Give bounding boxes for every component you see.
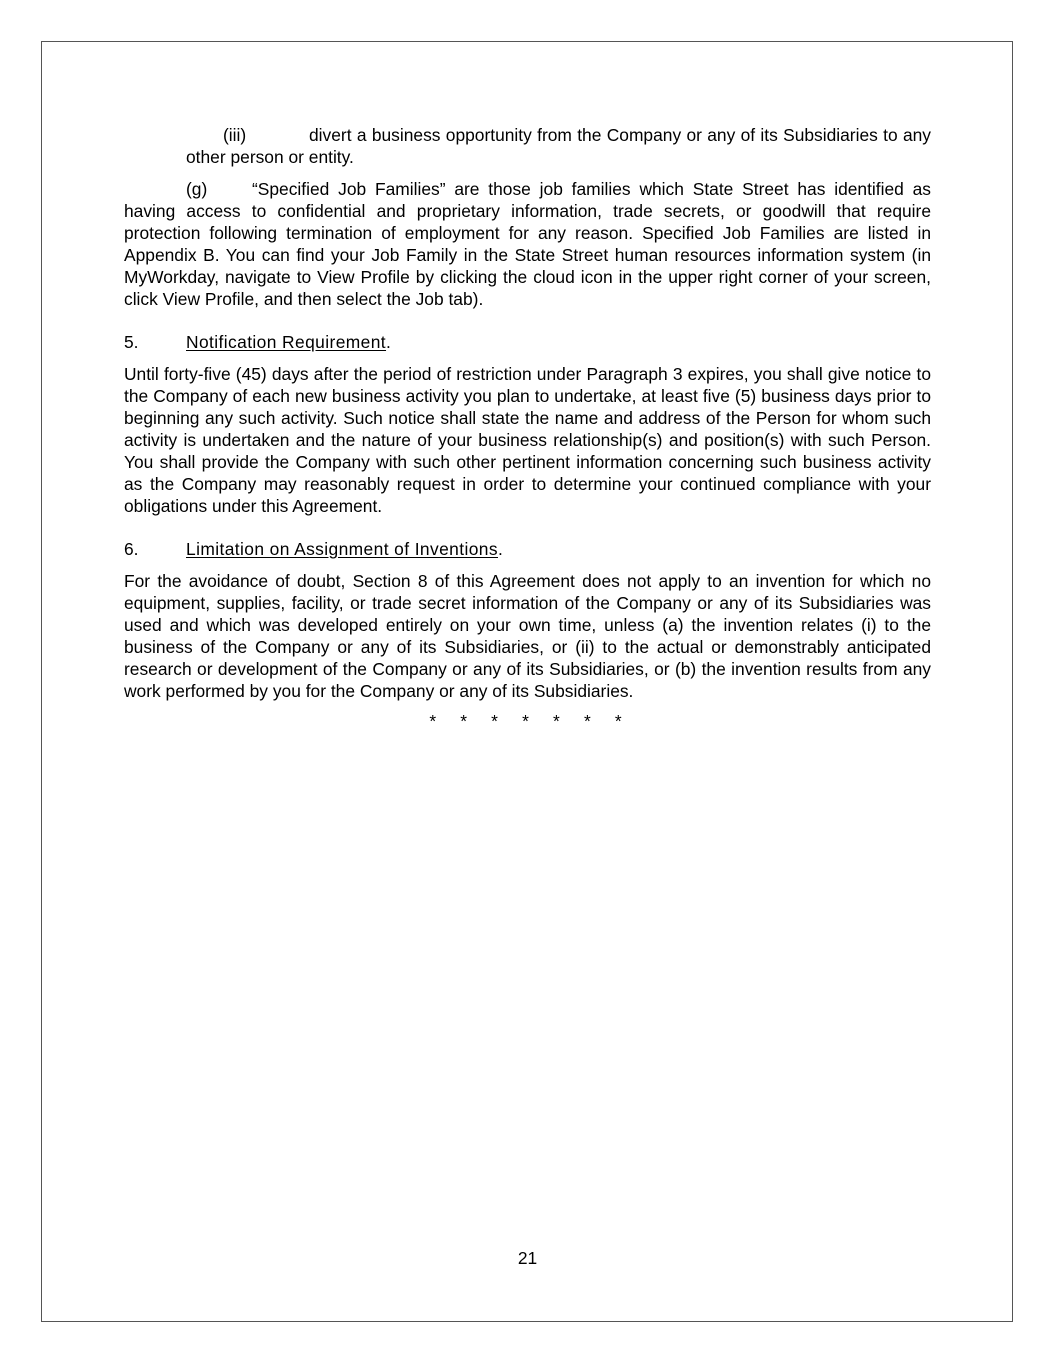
clause-iii [124,124,931,168]
section-6-heading [124,538,931,560]
section-5-number: 5. [124,332,139,352]
section-5-title: Notification Requirement [186,332,387,352]
end-of-text-marker: * * * * * * * [429,711,622,731]
section-5-title-period: . [386,332,391,352]
clause-iii-number: (iii) [223,125,247,145]
section-6-title: Limitation on Assignment of Inventions [186,539,498,559]
section-5-body: Until forty-five (45) days after the period of restriction under Paragraph 3 expires, you shall give notice to the Company of each new business activity you plan to undertake, at least five (5) business days prior to beginning any such activity. Such notice shall state the name and address of the Person for whom such activity is undertaken and the nature of your business relationship(s) and position(s) with such Person. You shall provide the Company with such other pertinent information concerning such business activity as the Company may reasonably request in order to determine your continued compliance with your obligations under this Agreement. [124,364,931,516]
section-6-number: 6. [124,539,139,559]
clause-g-text: “Specified Job Families” are those job families which State Street has identified as having access to confidential and proprietary information, trade secrets, or goodwill that require protection following termination of employment for any reason. Specified Job Families are listed in Appendix B. You can find your Job Family in the State Street human resources information system (in MyWorkday, navigate to View Profile by clicking the cloud icon in the upper right corner of your screen, click View Profile, and then select the Job tab). [124,179,931,309]
section-5-heading [124,331,931,353]
page-number: 21 [517,1248,538,1268]
clause-iii-text: divert a business opportunity from the Company or any of its Subsidiaries to any other person or entity. [186,125,931,167]
document-body [124,124,931,732]
clause-g [124,178,931,310]
section-6-title-period: . [497,539,503,559]
clause-g-number: (g) [186,179,208,199]
section-6-body: For the avoidance of doubt, Section 8 of this Agreement does not apply to an invention for which no equipment, supplies, facility, or trade secret information of the Company or any of its Subsidiaries was used and which was developed entirely on your own time, unless (a) the invention relates (i) to the business of the Company or any of its Subsidiaries, or (ii) to the actual or demonstrably anticipated research or development of the Company or any of its Subsidiaries, or (b) the invention results from any work performed by you for the Company or any of its Subsidiaries. [124,571,931,701]
